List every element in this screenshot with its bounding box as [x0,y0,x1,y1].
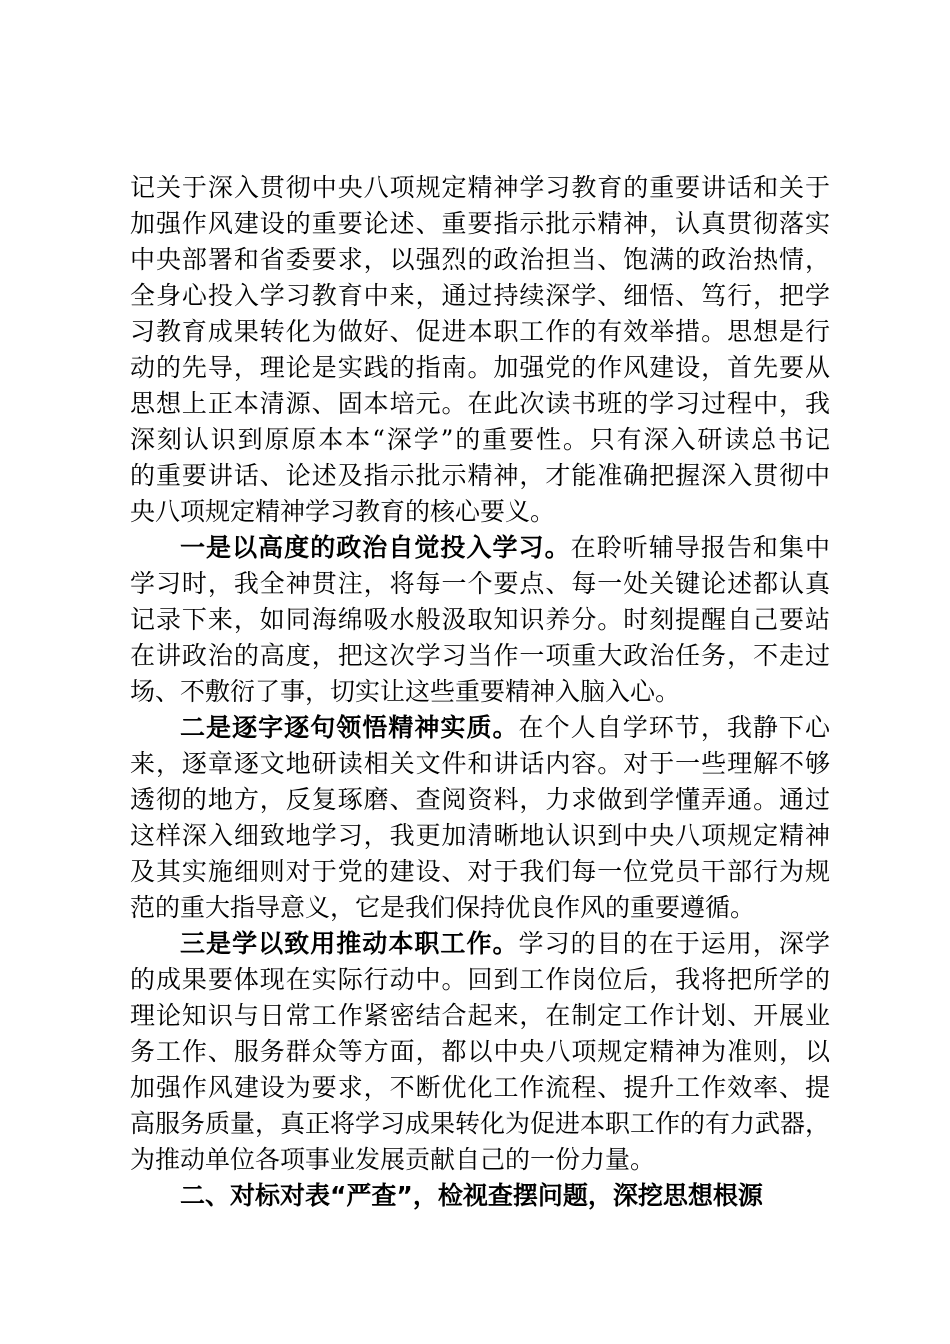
body-text-line: 动的先导，理论是实践的指南。加强党的作风建设，首先要从 [130,353,830,382]
body-text-line: 央八项规定精神学习教育的核心要义。 [130,497,556,526]
bold-lead: 二是逐字逐句领悟精神实质。 [180,713,519,742]
body-text-line: 深刻认识到原原本本“深学”的重要性。只有深入研读总书记 [130,425,830,454]
body-text-line: 务工作、服务群众等方面，都以中央八项规定精神为准则，以 [130,1037,830,1066]
paragraph-first-line [180,530,830,566]
body-text-line: 加强作风建设为要求，不断优化工作流程、提升工作效率、提 [130,1073,830,1102]
body-text-line: 记关于深入贯彻中央八项规定精神学习教育的重要讲话和关于 [130,173,830,202]
section-heading: 二、对标对表“严查”，检视查摆问题，深挖思想根源 [180,1181,763,1210]
paragraph-first-line [180,710,830,746]
body-text-line: 范的重大指导意义，它是我们保持优良作风的重要遵循。 [130,893,756,922]
body-text-line: 场、不敷衍了事，切实让这些重要精神入脑入心。 [130,677,681,706]
body-text-line: 记录下来，如同海绵吸水般汲取知识养分。时刻提醒自己要站 [130,605,830,634]
body-text-line: 来，逐章逐文地研读相关文件和讲话内容。对于一些理解不够 [130,749,830,778]
body-text-line: 这样深入细致地学习，我更加清晰地认识到中央八项规定精神 [130,821,830,850]
body-text-line: 的成果要体现在实际行动中。回到工作岗位后，我将把所学的 [130,965,830,994]
lead-rest: 在聆听辅导报告和集中 [570,533,830,562]
lead-rest: 学习的目的在于运用，深学 [518,929,830,958]
bold-lead: 一是以高度的政治自觉投入学习。 [180,533,571,562]
body-text-line: 理论知识与日常工作紧密结合起来，在制定工作计划、开展业 [130,1001,830,1030]
paragraph-first-line [180,926,830,962]
body-text-line: 习教育成果转化为做好、促进本职工作的有效举措。思想是行 [130,317,830,346]
body-text-line: 的重要讲话、论述及指示批示精神，才能准确把握深入贯彻中 [130,461,830,490]
body-text-line: 为推动单位各项事业发展贡献自己的一份力量。 [130,1145,656,1174]
body-text-line: 透彻的地方，反复琢磨、查阅资料，力求做到学懂弄通。通过 [130,785,830,814]
body-text-line: 高服务质量，真正将学习成果转化为促进本职工作的有力武器， [130,1109,831,1138]
body-text-line: 思想上正本清源、固本培元。在此次读书班的学习过程中，我 [130,389,830,418]
lead-rest: 在个人自学环节，我静下心 [518,713,830,742]
body-text-line: 全身心投入学习教育中来，通过持续深学、细悟、笃行，把学 [130,281,830,310]
body-text-line: 及其实施细则对于党的建设、对于我们每一位党员干部行为规 [130,857,830,886]
body-text-line: 中央部署和省委要求，以强烈的政治担当、饱满的政治热情， [130,245,830,274]
body-text-line: 加强作风建设的重要论述、重要指示批示精神，认真贯彻落实 [130,209,830,238]
body-text-line: 学习时，我全神贯注，将每一个要点、每一处关键论述都认真 [130,569,830,598]
body-text-line: 在讲政治的高度，把这次学习当作一项重大政治任务，不走过 [130,641,830,670]
bold-lead: 三是学以致用推动本职工作。 [180,929,519,958]
